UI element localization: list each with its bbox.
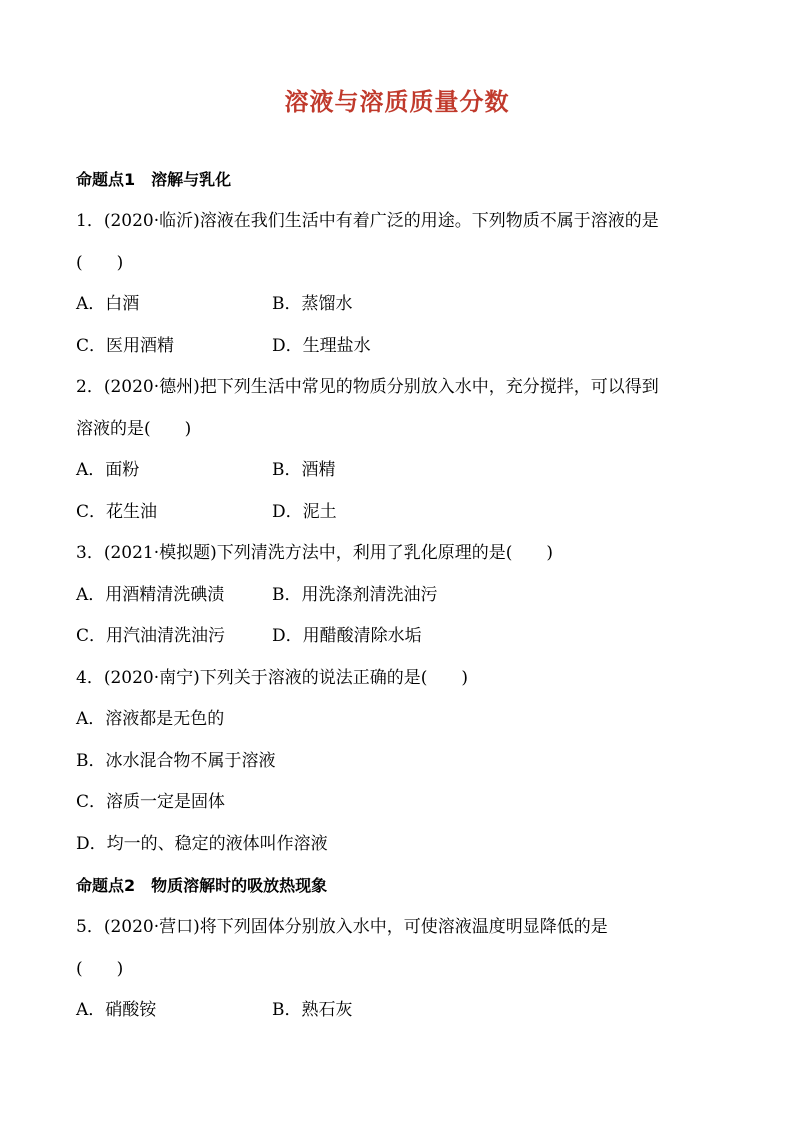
question-1-option-b: B．蒸馏水	[272, 294, 353, 314]
question-1-stem: 1．(2020·临沂)溶液在我们生活中有着广泛的用途。下列物质不属于溶液的是	[76, 211, 659, 231]
question-3-option-a: A．用酒精清洗碘渍	[76, 585, 225, 605]
question-2-option-c: C．花生油	[76, 502, 158, 522]
question-1-option-d: D．生理盐水	[272, 336, 371, 356]
page-title: 溶液与溶质质量分数	[284, 88, 510, 116]
section-heading-2: 命题点2 物质溶解时的吸放热现象	[76, 876, 328, 895]
question-2-stem-continued: 溶液的是( )	[76, 419, 192, 439]
question-2-option-d: D．泥土	[272, 502, 337, 522]
question-5-stem: 5．(2020·营口)将下列固体分别放入水中，可使溶液温度明显降低的是	[76, 917, 608, 937]
question-3-option-c: C．用汽油清洗油污	[76, 626, 226, 646]
section-heading-1: 命题点1 溶解与乳化	[76, 170, 232, 189]
question-1-option-c: C．医用酒精	[76, 336, 175, 356]
question-4-stem: 4．(2020·南宁)下列关于溶液的说法正确的是( )	[76, 668, 469, 688]
question-2-option-b: B．酒精	[272, 460, 336, 480]
question-5-option-b: B．熟石灰	[272, 1000, 353, 1020]
question-4-option-a: A．溶液都是无色的	[76, 709, 225, 729]
question-5-answer-blank: ( )	[76, 959, 124, 979]
question-4-option-b: B．冰水混合物不属于溶液	[76, 751, 276, 771]
question-3-option-d: D．用醋酸清除水垢	[272, 626, 422, 646]
question-3-option-b: B．用洗涤剂清洗油污	[272, 585, 438, 605]
question-2-stem: 2．(2020·德州)把下列生活中常见的物质分别放入水中，充分搅拌，可以得到	[76, 377, 659, 397]
question-1-answer-blank: ( )	[76, 253, 124, 273]
question-4-option-d: D．均一的、稳定的液体叫作溶液	[76, 834, 328, 854]
question-3-stem: 3．(2021·模拟题)下列清洗方法中，利用了乳化原理的是( )	[76, 543, 554, 563]
question-2-option-a: A．面粉	[76, 460, 140, 480]
question-5-option-a: A．硝酸铵	[76, 1000, 157, 1020]
question-1-option-a: A．白酒	[76, 294, 140, 314]
question-4-option-c: C．溶质一定是固体	[76, 792, 226, 812]
